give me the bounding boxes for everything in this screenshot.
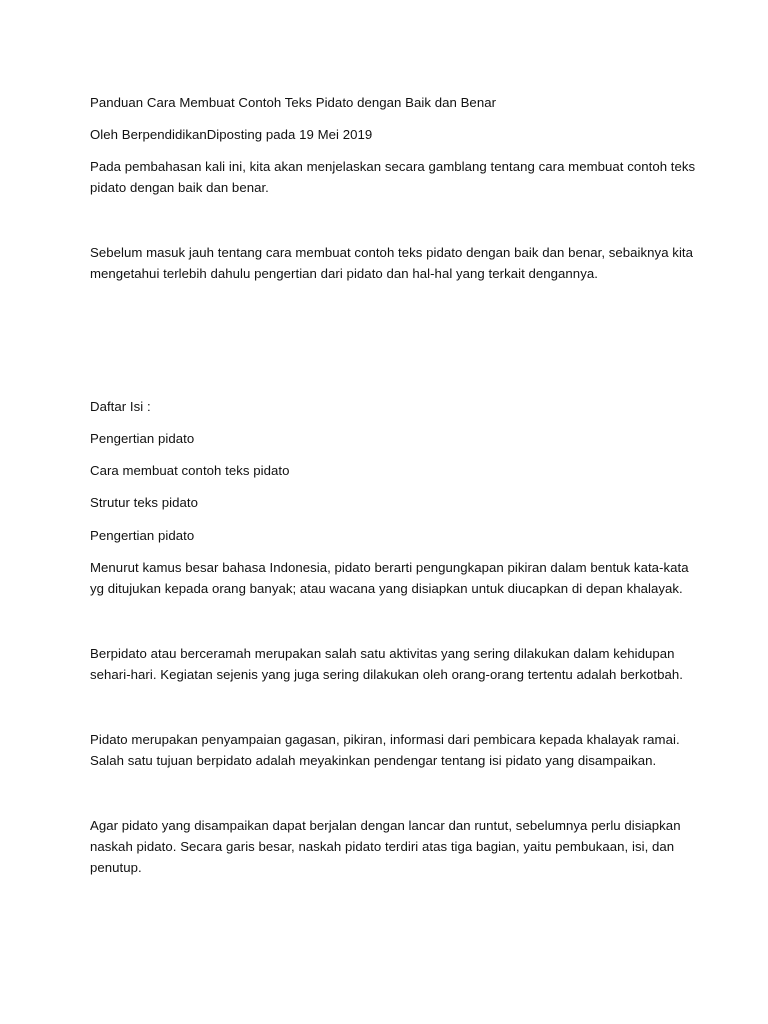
paragraph-4-line-2: naskah pidato. Secara garis besar, naskah pidato terdiri atas tiga bagian, yaitu pembukaan, isi, dan	[90, 839, 675, 854]
before-line-2: mengetahui terlebih dahulu pengertian dari pidato dan hal-hal yang terkait dengannya.	[90, 266, 598, 281]
paragraph-3-line-2: Salah satu tujuan berpidato adalah meyakinkan pendengar tentang isi pidato yang disampaikan.	[90, 753, 657, 768]
body-paragraph	[90, 729, 690, 771]
before-line-1: Sebelum masuk jauh tentang cara membuat contoh teks pidato dengan baik dan benar, sebaiknya kita	[90, 245, 694, 260]
paragraph-4-line-1: Agar pidato yang disampaikan dapat berjalan dengan lancar dan runtut, sebelumnya perlu disiapkan	[90, 818, 681, 833]
toc-heading-text: Daftar Isi :	[90, 399, 151, 414]
intro-paragraph	[90, 156, 696, 198]
toc-item	[90, 460, 690, 481]
toc-heading	[90, 396, 690, 417]
paragraph-4-line-3: penutup.	[90, 860, 142, 875]
toc-item-pengertian: Pengertian pidato	[90, 431, 195, 446]
body-paragraph	[90, 557, 690, 599]
document-title	[90, 92, 690, 113]
intro-line-2: pidato dengan baik dan benar.	[90, 180, 269, 195]
paragraph-1-line-1: Menurut kamus besar bahasa Indonesia, pidato berarti pengungkapan pikiran dalam bentuk kata-kata	[90, 560, 689, 575]
body-paragraph	[90, 643, 690, 685]
paragraph-3-line-1: Pidato merupakan penyampaian gagasan, pikiran, informasi dari pembicara kepada khalayak ramai.	[90, 732, 680, 747]
body-paragraph	[90, 815, 690, 878]
paragraph-2-line-1: Berpidato atau berceramah merupakan salah satu aktivitas yang sering dilakukan dalam kehidupan	[90, 646, 675, 661]
toc-item	[90, 492, 690, 513]
section-heading	[90, 525, 690, 546]
document-title-text: Panduan Cara Membuat Contoh Teks Pidato dengan Baik dan Benar	[90, 95, 497, 110]
paragraph-1-line-2: yg ditujukan kepada orang banyak; atau wacana yang disiapkan untuk diucapkan di depan khalayak.	[90, 581, 683, 596]
toc-item-cara-membuat: Cara membuat contoh teks pidato	[90, 463, 290, 478]
document-byline-text: Oleh BerpendidikanDiposting pada 19 Mei 2019	[90, 127, 373, 142]
intro-line-1: Pada pembahasan kali ini, kita akan menjelaskan secara gamblang tentang cara membuat contoh teks	[90, 159, 696, 174]
paragraph-2-line-2: sehari-hari. Kegiatan sejenis yang juga sering dilakukan oleh orang-orang tertentu adalah berkotbah.	[90, 667, 683, 682]
section-heading-text: Pengertian pidato	[90, 528, 195, 543]
toc-item	[90, 428, 690, 449]
toc-item-struktur: Strutur teks pidato	[90, 495, 198, 510]
document-byline	[90, 124, 690, 145]
before-paragraph	[90, 242, 694, 284]
